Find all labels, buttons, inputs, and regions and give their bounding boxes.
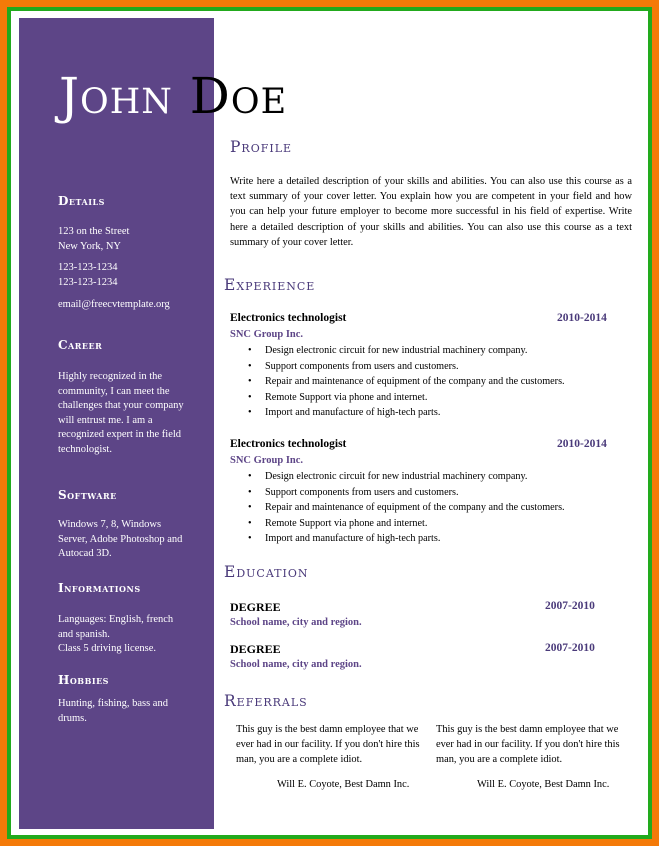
company-name: SNC Group Inc. [230,329,304,340]
list-item: • Support components from users and customers. [248,359,565,375]
referral-quote: This guy is the best damn employee that we ever had in our facility. If you don't hire this man, you are a complete idiot. [236,724,420,766]
list-item: • Import and manufacture of high-tech parts. [248,405,565,421]
education-heading: Education [224,563,309,581]
list-item: • Design electronic circuit for new industrial machinery company. [248,343,565,359]
email[interactable]: email@freecvtemplate.org [58,299,170,310]
list-item: • Import and manufacture of high-tech parts. [248,531,565,547]
phone-2: 123-123-1234 [58,277,118,288]
referral-author: Will E. Coyote, Best Damn Inc. [477,779,610,790]
career-heading: Career [58,338,103,352]
hobbies-heading: Hobbies [58,673,109,687]
hobbies-text: Hunting, fishing, bass and drums. [58,698,168,724]
informations-heading: Informations [58,581,141,595]
address-line-1: 123 on the Street [58,226,130,237]
referrals-heading: Referrals [224,692,308,710]
informations-languages: Languages: English, french and spanish. [58,614,174,640]
address-line-2: New York, NY [58,241,122,252]
referral-quote: This guy is the best damn employee that we ever had in our facility. If you don't hire this man, you are a complete idiot. [436,724,620,766]
full-name [59,67,287,125]
degree-dates: 2007-2010 [545,642,595,654]
career-text: Highly recognized in the community, I can meet the challenges that your company will entrust me. I am a recognized expert in the field technologist. [58,371,184,455]
degree-title: DEGREE [230,642,281,656]
list-item: • Design electronic circuit for new industrial machinery company. [248,469,565,485]
degree-dates: 2007-2010 [545,600,595,612]
job-title: Electronics technologist [230,312,347,324]
list-item: • Support components from users and customers. [248,485,565,501]
software-text: Windows 7, 8, Windows Server, Adobe Photoshop and Autocad 3D. [58,519,183,560]
phone-1: 123-123-1234 [58,262,118,273]
job-bullets [248,343,565,421]
list-item: • Repair and maintenance of equipment of the company and the customers. [248,374,565,390]
list-item: • Remote Support via phone and internet. [248,390,565,406]
job-dates: 2010-2014 [557,312,607,324]
list-item: • Remote Support via phone and internet. [248,516,565,532]
details-heading: Details [58,194,105,208]
profile-text: Write here a detailed description of your skills and abilities. You can also use this course as a text summary of your cover letter. You explain how you are competent in your field and how you can help your future employer to become more successful in his field of expertise. Write here a detailed description of your skills and abilities. You can also use this course as a text summary of your cover letter. [230,176,632,248]
last-name: Doe [189,67,288,125]
informations-license: Class 5 driving license. [58,643,156,654]
job-title: Electronics technologist [230,438,347,450]
degree-title: DEGREE [230,600,281,614]
resume-page [11,11,648,835]
sidebar [19,18,214,829]
referral-author: Will E. Coyote, Best Damn Inc. [277,779,410,790]
list-item: • Repair and maintenance of equipment of the company and the customers. [248,500,565,516]
company-name: SNC Group Inc. [230,455,304,466]
first-name: John [59,67,173,125]
experience-heading: Experience [224,276,316,294]
school-name: School name, city and region. [230,617,362,628]
software-heading: Software [58,488,117,502]
school-name: School name, city and region. [230,659,362,670]
profile-heading: Profile [230,138,293,156]
job-bullets [248,469,565,547]
job-dates: 2010-2014 [557,438,607,450]
